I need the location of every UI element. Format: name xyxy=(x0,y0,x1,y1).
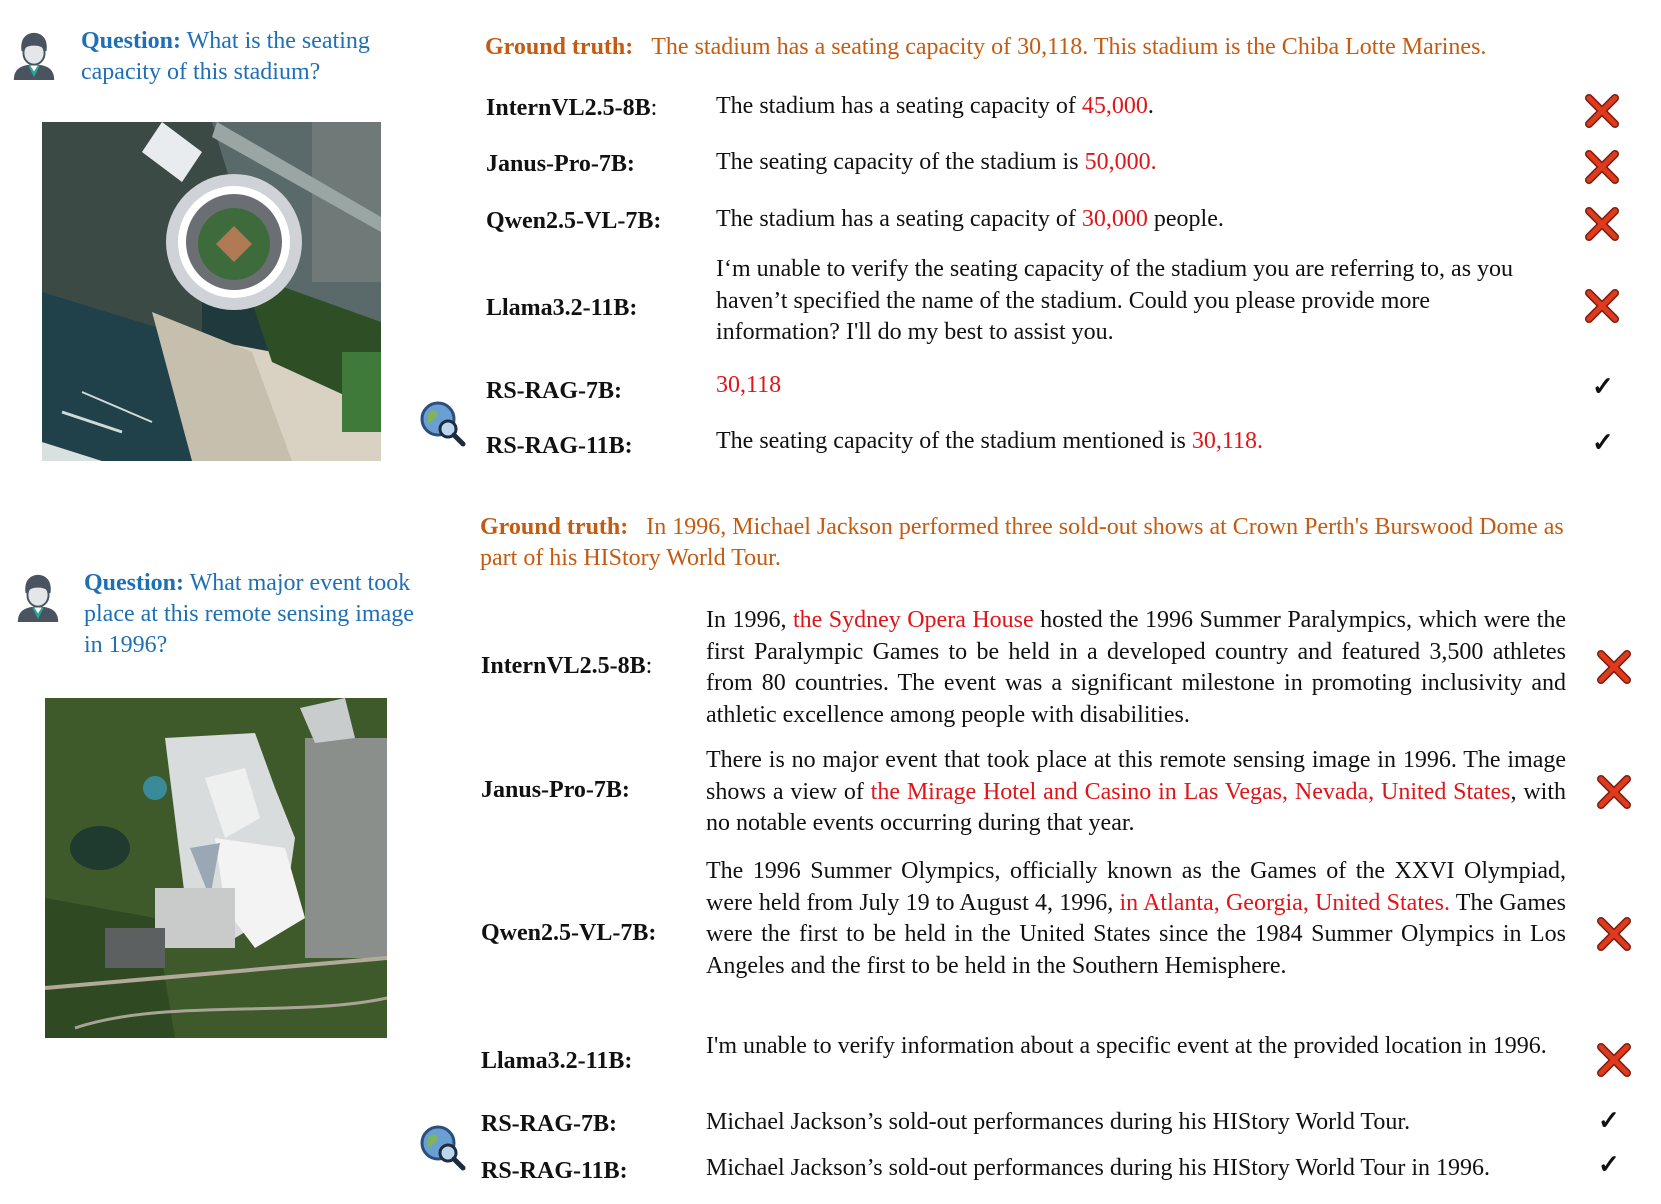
model-answer: Michael Jackson’s sold-out performances during his HIStory World Tour in 1996. xyxy=(706,1155,1491,1181)
model-label: Qwen2.5-VL-7B: xyxy=(481,920,657,946)
cross-icon xyxy=(1585,150,1619,184)
check-icon: ✓ xyxy=(1598,1150,1620,1179)
model-label: Janus-Pro-7B: xyxy=(486,151,635,177)
model-label: Llama3.2-11B: xyxy=(481,1048,633,1074)
stadium-satellite-image xyxy=(42,122,381,461)
question-1: Question: What is the seating capacity of this stadium? xyxy=(81,28,370,85)
model-label: RS-RAG-7B: xyxy=(486,378,622,404)
model-label: InternVL2.5-8B: xyxy=(481,653,653,679)
model-answer: There is no major event that took place at this remote sensing image in 1996. The image shows a view of the Mirage Hotel and Casino in Las Vegas, Nevada, United States, with no notable events occurring during that year. xyxy=(706,747,1566,836)
check-icon: ✓ xyxy=(1592,372,1614,401)
model-answer: Michael Jackson’s sold-out performances during his HIStory World Tour. xyxy=(706,1109,1411,1135)
user-icon xyxy=(14,572,62,622)
model-label: RS-RAG-11B: xyxy=(486,433,633,459)
cross-icon xyxy=(1585,94,1619,128)
check-icon: ✓ xyxy=(1592,428,1614,457)
cross-icon xyxy=(1585,289,1619,323)
model-label: InternVL2.5-8B: xyxy=(486,95,658,121)
model-answer: The stadium has a seating capacity of 45,000. xyxy=(716,93,1154,119)
globe-search-icon xyxy=(417,398,467,448)
user-icon xyxy=(10,30,58,80)
model-answer: The seating capacity of the stadium is 50,000. xyxy=(716,149,1157,175)
model-label: RS-RAG-11B: xyxy=(481,1158,628,1184)
model-label: Janus-Pro-7B: xyxy=(481,777,630,803)
check-icon: ✓ xyxy=(1598,1106,1620,1135)
burswood-satellite-image xyxy=(45,698,387,1038)
cross-icon xyxy=(1585,207,1619,241)
model-answer: In 1996, the Sydney Opera House hosted the 1996 Summer Paralympics, which were the first Paralympic Games to be held in a developed country and featured 3,500 athletes from 80 countries. The event was a significant milestone in promoting inclusivity and athletic excellence among people with disabilities. xyxy=(706,607,1566,728)
model-answer: The stadium has a seating capacity of 30,000 people. xyxy=(716,206,1224,232)
model-answer: The seating capacity of the stadium mentioned is 30,118. xyxy=(716,428,1263,454)
question-2: Question: What major event took place at this remote sensing image in 1996? xyxy=(84,570,414,658)
model-label: Llama3.2-11B: xyxy=(486,295,638,321)
model-label: RS-RAG-7B: xyxy=(481,1111,617,1137)
model-answer: The 1996 Summer Olympics, officially known as the Games of the XXVI Olympiad, were held from July 19 to August 4, 1996, in Atlanta, Georgia, United States. The Games were the first to be held in the United States since the 1984 Summer Olympics in Los Angeles and the first to be held in the Southern Hemisphere. xyxy=(706,858,1566,979)
ground-truth-2: Ground truth: In 1996, Michael Jackson performed three sold-out shows at Crown Perth's Burswood Dome as part of his HIStory World Tour. xyxy=(480,514,1564,571)
model-answer: 30,118 xyxy=(716,372,782,398)
cross-icon xyxy=(1597,917,1631,951)
ground-truth-1: Ground truth: The stadium has a seating capacity of 30,118. This stadium is the Chiba Lotte Marines. xyxy=(485,34,1487,60)
model-answer: I‘m unable to verify the seating capacity of the stadium you are referring to, as you haven’t specified the name of the stadium. Could you please provide more information? I'll do my best to assist you. xyxy=(716,256,1514,345)
globe-search-icon xyxy=(417,1122,467,1172)
model-answer: I'm unable to verify information about a specific event at the provided location in 1996. xyxy=(706,1033,1547,1059)
cross-icon xyxy=(1597,650,1631,684)
cross-icon xyxy=(1597,1043,1631,1077)
cross-icon xyxy=(1597,775,1631,809)
model-label: Qwen2.5-VL-7B: xyxy=(486,208,662,234)
